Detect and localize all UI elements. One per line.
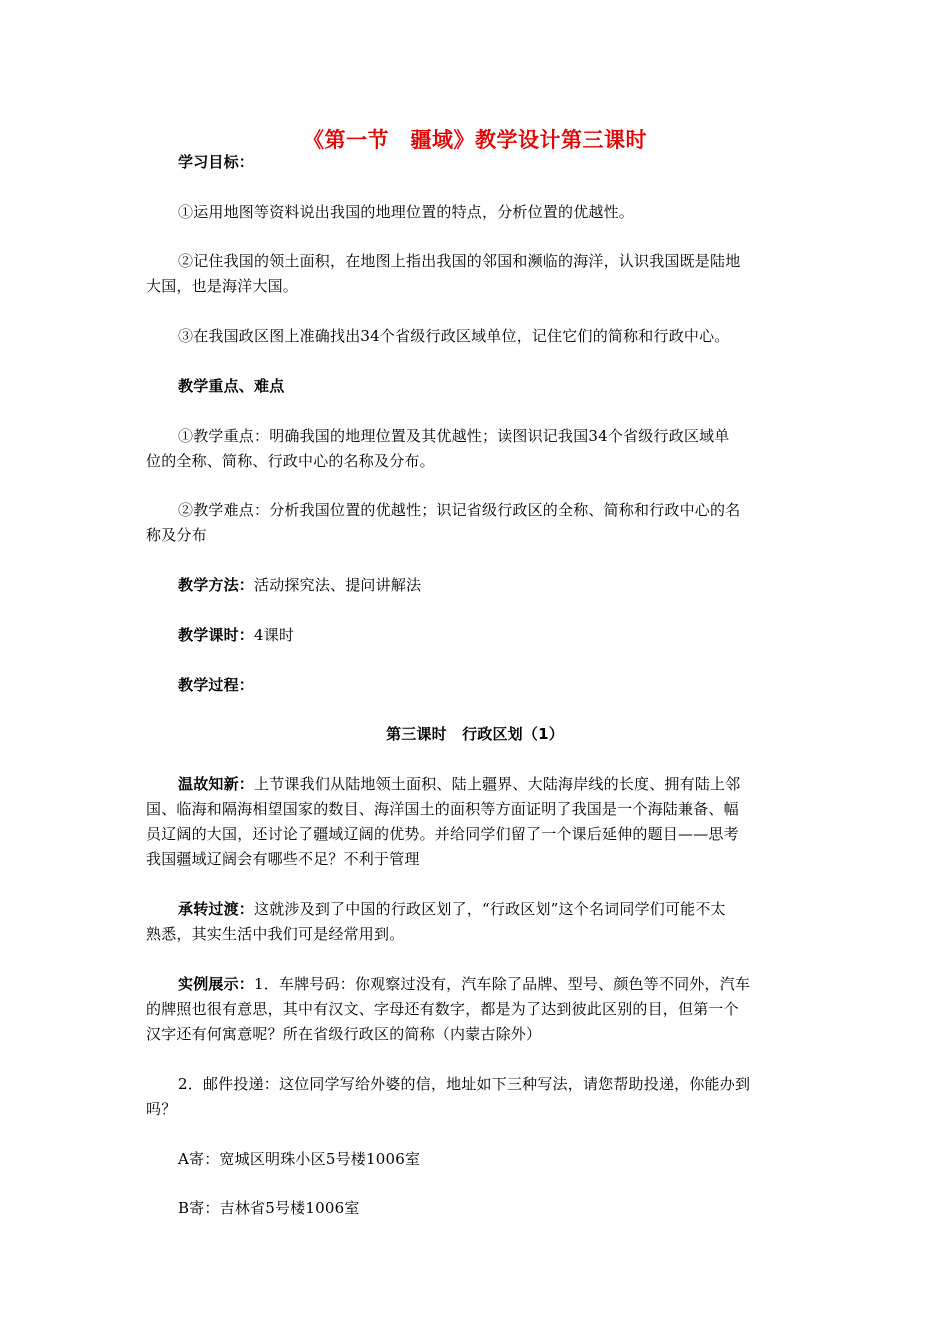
transition-label: 承转过渡： (178, 900, 255, 918)
process-heading: 教学过程： (178, 676, 255, 694)
objective-2-line-2: 大国，也是海洋大国。 (146, 277, 299, 295)
example-line-1 (178, 972, 838, 997)
objective-1: ①运用地图等资料说出我国的地理位置的特点，分析位置的优越性。 (178, 203, 635, 221)
example-line-2: 的牌照也很有意思，其中有汉文、字母还有数字，都是为了达到彼此区别的目，但第一个 (146, 1000, 739, 1018)
mail-option-a: A寄：宽城区明珠小区5号楼1006室 (178, 1150, 421, 1168)
example-label: 实例展示： (178, 975, 255, 993)
method-value: 活动探究法、提问讲解法 (254, 576, 422, 594)
method-row (178, 573, 838, 598)
hours-label: 教学课时： (178, 626, 255, 644)
example-line-3: 汉字还有何寓意呢？所在省级行政区的简称（内蒙古除外） (146, 1025, 542, 1043)
transition-text-1: 这就涉及到了中国的行政区划了，“行政区划”这个名词同学们可能不太 (254, 900, 726, 918)
review-line-3: 员辽阔的大国，还讨论了疆域辽阔的优势。并给同学们留了一个课后延伸的题目——思考 (146, 825, 739, 843)
review-line-4: 我国疆域辽阔会有哪些不足？不利于管理 (146, 850, 420, 868)
review-line-1 (178, 772, 838, 797)
method-label: 教学方法： (178, 576, 255, 594)
review-line-2: 国、临海和隔海相望国家的数目、海洋国土的面积等方面证明了我国是一个海陆兼备、幅 (146, 800, 739, 818)
mail-line-2: 吗？ (146, 1100, 177, 1118)
example-text-1: 1．车牌号码：你观察过没有，汽车除了品牌、型号、颜色等不同外，汽车 (254, 975, 751, 993)
objectives-heading: 学习目标： (178, 153, 255, 171)
transition-line-1 (178, 897, 838, 922)
objective-3: ③在我国政区图上准确找出34个省级行政区域单位，记住它们的简称和行政中心。 (178, 327, 730, 345)
key-point-1-line-2: 位的全称、简称、行政中心的名称及分布。 (146, 452, 435, 470)
document-title: 《第一节 疆域》教学设计第三课时 (303, 128, 647, 152)
review-label: 温故知新： (178, 775, 255, 793)
section-title: 第三课时 行政区划（1） (386, 725, 564, 743)
hours-row (178, 623, 838, 648)
key-point-1-line-1: ①教学重点：明确我国的地理位置及其优越性；读图识记我国34个省级行政区域单 (178, 427, 730, 445)
review-text-1: 上节课我们从陆地领土面积、陆上疆界、大陆海岸线的长度、拥有陆上邻 (254, 775, 741, 793)
hours-value: 4课时 (254, 626, 295, 644)
mail-option-b: B寄：吉林省5号楼1006室 (178, 1199, 360, 1217)
mail-line-1: 2．邮件投递：这位同学写给外婆的信，地址如下三种写法，请您帮助投递，你能办到 (178, 1075, 751, 1093)
key-point-2-line-2: 称及分布 (146, 526, 207, 544)
transition-line-2: 熟悉，其实生活中我们可是经常用到。 (146, 925, 405, 943)
objective-2-line-1: ②记住我国的领土面积，在地图上指出我国的邻国和濒临的海洋，认识我国既是陆地 (178, 252, 741, 270)
key-point-2-line-1: ②教学难点：分析我国位置的优越性；识记省级行政区的全称、简称和行政中心的名 (178, 501, 741, 519)
key-points-heading: 教学重点、难点 (178, 377, 285, 395)
